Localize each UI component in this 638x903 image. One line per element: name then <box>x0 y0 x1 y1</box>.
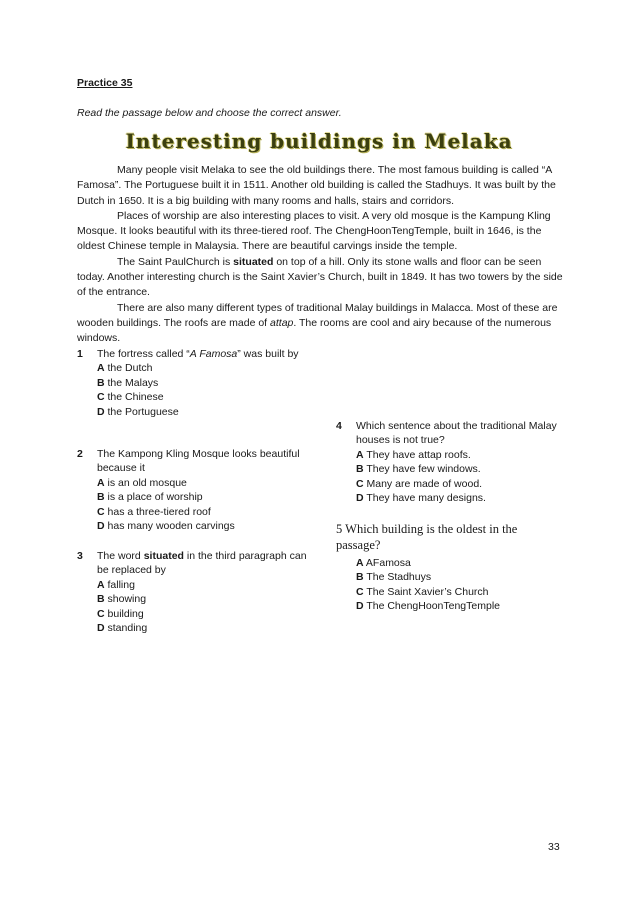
stem-text: The word <box>97 550 144 562</box>
option-letter: D <box>97 405 105 418</box>
question-stem: The Kampong Kling Mosque looks beautiful because it <box>97 448 300 475</box>
option-letter: B <box>356 463 364 476</box>
p3-text-b: on top of a hill. Only its stone walls and floor can be seen today. Another interesting church is the Saint Xavier’s Church, built in 1849. It has two towers by the side of the entrance. <box>77 255 563 299</box>
option-c[interactable] <box>97 390 309 404</box>
option-text: the Dutch <box>104 362 153 375</box>
p3-keyword: situated <box>233 255 274 268</box>
question-1 <box>77 347 309 419</box>
option-letter: C <box>356 477 364 490</box>
option-b[interactable] <box>97 490 309 504</box>
page-number: 33 <box>548 841 560 853</box>
option-text: They have attap roofs. <box>363 448 471 461</box>
option-letter: C <box>97 391 105 404</box>
option-a[interactable] <box>97 476 309 490</box>
option-d[interactable] <box>97 519 309 533</box>
passage-paragraph-3 <box>77 255 564 301</box>
passage-paragraph-4 <box>77 301 564 347</box>
option-b[interactable] <box>356 570 546 584</box>
question-3 <box>77 549 309 635</box>
option-d[interactable] <box>97 621 309 635</box>
question-2 <box>77 447 309 533</box>
question-stem: 5 Which building is the oldest in the passage? <box>336 522 518 553</box>
option-letter: D <box>356 600 364 613</box>
option-text: The ChengHoonTengTemple <box>363 600 500 613</box>
option-letter: D <box>97 622 105 635</box>
option-c[interactable] <box>97 607 309 621</box>
option-text: The Stadhuys <box>363 571 432 584</box>
stem-italic: A Famosa <box>189 348 238 360</box>
question-5 <box>336 521 546 613</box>
option-d[interactable] <box>356 599 546 613</box>
option-text: standing <box>104 622 148 635</box>
option-c[interactable] <box>97 505 309 519</box>
question-number: 2 <box>77 448 83 460</box>
passage-title: Interesting buildings in Melaka <box>125 129 513 153</box>
option-letter: C <box>356 585 364 598</box>
option-letter: A <box>356 448 364 461</box>
question-4 <box>336 419 568 505</box>
option-c[interactable] <box>356 477 568 491</box>
option-d[interactable] <box>356 491 568 505</box>
question-number: 1 <box>77 348 83 360</box>
option-a[interactable] <box>97 361 309 375</box>
question-stem: Which sentence about the traditional Malay houses is not true? <box>356 420 557 447</box>
instruction-text: Read the passage below and choose the correct answer. <box>77 107 342 119</box>
question-stem <box>97 347 309 361</box>
option-text: the Malays <box>104 376 159 389</box>
passage-paragraph-2: Places of worship are also interesting places to visit. A very old mosque is the Kampung Kling Mosque. It looks beautiful with its three-tiered roof. The ChengHoonTengTemple, built in 1646, is the oldest Chinese temple in Malaysia. There are beautiful carvings inside the temple. <box>77 209 551 253</box>
p4-italic-word: attap <box>270 316 294 329</box>
option-letter: A <box>97 578 105 591</box>
stem-bold: situated <box>143 550 184 562</box>
reading-passage <box>77 163 564 347</box>
question-number: 3 <box>77 550 83 562</box>
option-text: has a three-tiered roof <box>104 505 211 518</box>
option-letter: D <box>97 520 105 533</box>
option-b[interactable] <box>97 592 309 606</box>
stem-text: in the third paragraph can be replaced by <box>97 550 307 577</box>
option-letter: B <box>97 491 105 504</box>
option-letter: D <box>356 492 364 505</box>
option-letter: A <box>97 476 105 489</box>
stem-text: ” was built by <box>237 348 299 360</box>
option-letter: C <box>97 505 105 518</box>
option-text: They have many designs. <box>363 492 486 505</box>
p3-text-a: The Saint PaulChurch is <box>117 255 234 268</box>
option-text: AFamosa <box>363 556 411 569</box>
option-text: The Saint Xavier’s Church <box>363 585 489 598</box>
option-d[interactable] <box>97 405 309 419</box>
option-text: falling <box>104 578 135 591</box>
option-text: is a place of worship <box>104 491 203 504</box>
option-letter: C <box>97 607 105 620</box>
option-text: showing <box>104 593 147 606</box>
practice-heading: Practice 35 <box>77 77 133 89</box>
option-text: They have few windows. <box>363 463 481 476</box>
stem-text: The fortress called “ <box>97 348 190 360</box>
option-b[interactable] <box>97 376 309 390</box>
option-text: the Portuguese <box>104 405 179 418</box>
option-a[interactable] <box>356 448 568 462</box>
option-letter: B <box>97 376 105 389</box>
option-letter: B <box>356 571 364 584</box>
option-text: Many are made of wood. <box>363 477 483 490</box>
option-b[interactable] <box>356 462 568 476</box>
option-text: has many wooden carvings <box>104 520 235 533</box>
option-letter: B <box>97 593 105 606</box>
option-letter: A <box>356 556 364 569</box>
option-a[interactable] <box>97 578 309 592</box>
p4-text-b: . The rooms are cool and airy because of the numerous windows. <box>77 316 552 345</box>
question-stem <box>97 549 309 578</box>
option-a[interactable] <box>356 556 546 570</box>
question-number: 4 <box>336 420 342 432</box>
option-c[interactable] <box>356 585 546 599</box>
option-text: is an old mosque <box>104 476 187 489</box>
option-text: the Chinese <box>104 391 164 404</box>
option-letter: A <box>97 362 105 375</box>
option-text: building <box>104 607 144 620</box>
passage-paragraph-1: Many people visit Melaka to see the old buildings there. The most famous building is called “A Famosa”. The Portuguese built it in 1511. Another old building is called the Stadhuys. It was built by the Dutch in 1650. It is a big building with many rooms and halls, stairs and corridors. <box>77 164 556 207</box>
p4-text-a: There are also many different types of traditional Malay buildings in Malacca. Most of these are wooden buildings. The roofs are made of <box>77 301 558 329</box>
